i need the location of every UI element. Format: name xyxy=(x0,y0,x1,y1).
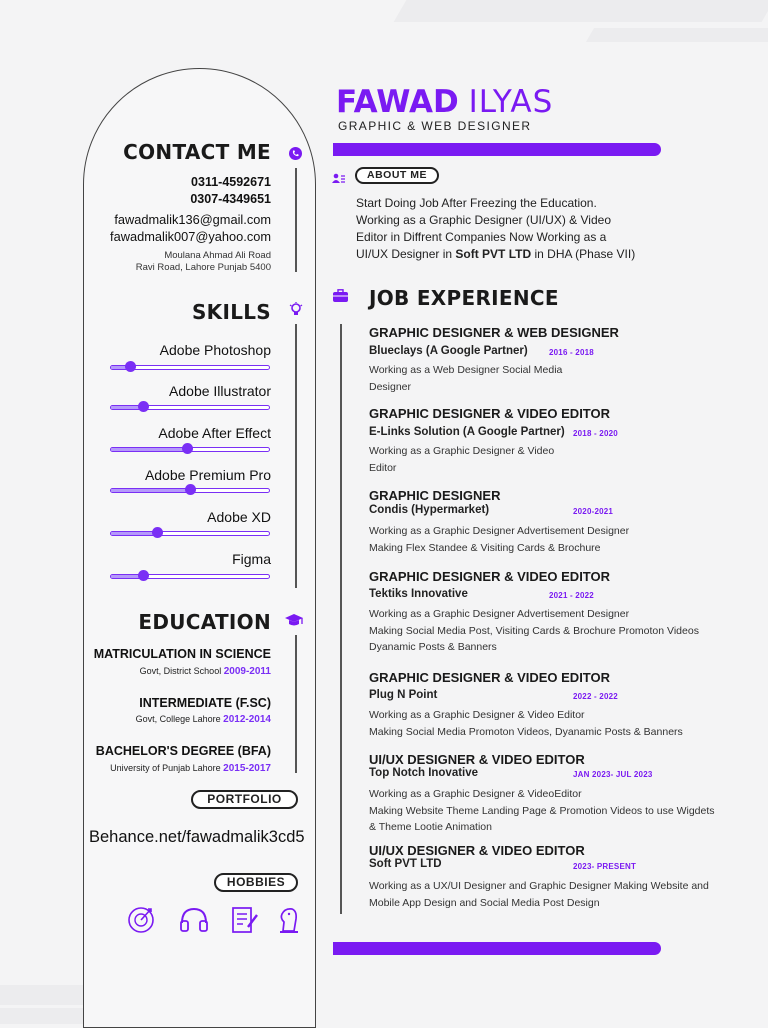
education-years: 2012-2014 xyxy=(223,714,271,725)
skill-bar xyxy=(110,447,270,452)
footer-accent-bar xyxy=(333,942,661,955)
job-date: 2022 - 2022 xyxy=(573,692,618,701)
job-description-line: Working as a Graphic Designer Advertisement Designer xyxy=(369,525,630,537)
portfolio-link[interactable]: Behance.net/fawadmalik3cd5 xyxy=(89,828,305,846)
about-line xyxy=(356,246,635,263)
skills-divider xyxy=(295,324,297,588)
email-2[interactable]: fawadmalik007@yahoo.com xyxy=(110,229,271,244)
job-company: Blueclays (A Google Partner) xyxy=(369,345,528,357)
education-school-name: University of Punjab Lahore xyxy=(110,763,221,773)
skill-bar-knob xyxy=(125,361,136,372)
job-date: 2018 - 2020 xyxy=(573,429,618,438)
education-degree: INTERMEDIATE (F.SC) xyxy=(139,696,271,710)
job-description xyxy=(369,362,562,395)
address-line-1: Moulana Ahmad Ali Road xyxy=(164,250,271,261)
skill-bar-knob xyxy=(182,443,193,454)
chess-knight-icon xyxy=(276,905,302,940)
skill-bar-fill xyxy=(111,489,190,492)
skill-bar-knob xyxy=(152,527,163,538)
job-description xyxy=(369,443,554,476)
education-years: 2015-2017 xyxy=(223,763,271,774)
background-shape-top-2 xyxy=(586,28,768,42)
job-company: Soft PVT LTD xyxy=(369,858,442,870)
job-title: GRAPHIC DESIGNER xyxy=(369,488,501,503)
job-title: GRAPHIC DESIGNER & WEB DESIGNER xyxy=(369,325,619,340)
job-description-line: Mobile App Design and Social Media Post Design xyxy=(369,896,600,909)
target-icon xyxy=(126,904,156,939)
skill-bar xyxy=(110,488,270,493)
job-description-line: Working as a Graphic Designer & Video xyxy=(369,445,555,457)
education-school xyxy=(140,666,271,677)
experience-title: JOB EXPERIENCE xyxy=(369,286,559,310)
experience-divider xyxy=(340,324,342,914)
lightbulb-icon xyxy=(289,302,303,323)
education-years: 2009-2011 xyxy=(223,666,271,677)
writing-icon xyxy=(230,905,260,940)
about-text xyxy=(356,195,635,263)
about-line-4-bold: Soft PVT LTD xyxy=(455,247,532,261)
skill-name: Adobe Premium Pro xyxy=(144,467,271,483)
job-date: 2016 - 2018 xyxy=(549,348,594,357)
job-description-line: Making Website Theme Landing Page & Promotion Videos to use Wigdets xyxy=(369,804,715,817)
job-description-line: Working as a Graphic Designer Advertisement Designer xyxy=(369,608,630,620)
education-school-name: Govt, College Lahore xyxy=(135,714,221,724)
headphones-icon xyxy=(178,905,210,938)
job-description-line: Working as a Graphic Designer & Video Editor xyxy=(369,709,585,721)
skill-bar xyxy=(110,531,270,536)
skill-bar xyxy=(110,574,270,579)
education-title: EDUCATION xyxy=(138,610,271,634)
job-description xyxy=(369,523,629,556)
skill-bar-knob xyxy=(185,484,196,495)
job-description-line: Working as a Web Designer Social Media xyxy=(369,364,563,376)
portfolio-pill: PORTFOLIO xyxy=(191,790,298,809)
job-title: GRAPHIC DESIGNER & VIDEO EDITOR xyxy=(369,406,611,421)
job-company: Condis (Hypermarket) xyxy=(369,504,490,516)
job-company: Plug N Point xyxy=(369,689,438,701)
skill-name: Adobe After Effect xyxy=(158,425,271,441)
job-description-line: Making Social Media Post, Visiting Cards & Brochure Promoton Videos xyxy=(369,624,699,637)
skill-bar-knob xyxy=(138,570,149,581)
education-school xyxy=(110,763,271,774)
graduation-cap-icon xyxy=(284,612,304,633)
skills-title: SKILLS xyxy=(191,300,271,324)
skill-name: Adobe Illustrator xyxy=(169,383,271,399)
job-company: E-Links Solution (A Google Partner) xyxy=(369,426,565,438)
about-line-4-post: in DHA (Phase VII) xyxy=(531,247,636,261)
job-title: UI/UX DESIGNER & VIDEO EDITOR xyxy=(369,843,585,858)
job-date: 2021 - 2022 xyxy=(549,591,594,600)
hobbies-pill: HOBBIES xyxy=(214,873,298,892)
job-description-line: Dyanamic Posts & Banners xyxy=(369,641,497,653)
education-school xyxy=(136,714,271,725)
last-name: ILYAS xyxy=(468,84,554,120)
job-company: Top Notch Inovative xyxy=(369,767,479,779)
job-description-line: Designer xyxy=(369,380,412,393)
skill-name: Figma xyxy=(232,551,271,567)
about-line: Start Doing Job After Freezing the Education. xyxy=(356,196,597,210)
job-description-line: Working as a UX/UI Designer and Graphic Designer Making Website and xyxy=(369,880,709,892)
job-description-line: Making Social Media Promoton Videos, Dyanamic Posts & Banners xyxy=(369,725,683,738)
contact-divider xyxy=(295,168,297,272)
skill-bar xyxy=(110,405,270,410)
job-description xyxy=(369,878,709,911)
job-description-line: & Theme Lootie Animation xyxy=(369,821,492,833)
address-line-2: Ravi Road, Lahore Punjab 5400 xyxy=(135,262,271,273)
job-description-line: Making Flex Standee & Visiting Cards & Brochure xyxy=(369,541,601,554)
job-description xyxy=(369,606,699,656)
about-line: Editor in Diffrent Companies Now Working as a xyxy=(356,230,607,244)
job-date: 2023- PRESENT xyxy=(573,862,637,871)
education-school-name: Govt, District School xyxy=(139,666,222,676)
job-company: Tektiks Innovative xyxy=(369,588,468,600)
name-heading xyxy=(336,84,553,120)
job-date: JAN 2023- JUL 2023 xyxy=(573,770,653,779)
about-line-4-pre: UI/UX Designer in xyxy=(356,247,456,261)
education-degree: MATRICULATION IN SCIENCE xyxy=(93,647,271,661)
job-date: 2020-2021 xyxy=(573,507,614,516)
skill-bar xyxy=(110,365,270,370)
about-pill: ABOUT ME xyxy=(355,167,439,184)
user-icon xyxy=(332,171,345,189)
skill-bar-fill xyxy=(111,532,157,535)
skill-name: Adobe XD xyxy=(207,509,271,525)
header-accent-bar xyxy=(333,143,661,156)
education-divider xyxy=(295,635,297,773)
role-subtitle: GRAPHIC & WEB DESIGNER xyxy=(338,119,532,133)
first-name: FAWAD xyxy=(336,84,459,120)
phone-1: 0311-4592671 xyxy=(191,175,271,189)
job-title: GRAPHIC DESIGNER & VIDEO EDITOR xyxy=(369,569,611,584)
skill-bar-knob xyxy=(138,401,149,412)
education-degree: BACHELOR'S DEGREE (BFA) xyxy=(95,744,271,758)
job-title: GRAPHIC DESIGNER & VIDEO EDITOR xyxy=(369,670,611,685)
background-shape-top xyxy=(394,0,768,22)
briefcase-icon xyxy=(332,289,349,308)
job-description xyxy=(369,707,683,740)
skill-bar-fill xyxy=(111,448,187,451)
job-description-line: Editor xyxy=(369,461,397,474)
contact-title: CONTACT ME xyxy=(123,140,271,164)
email-1[interactable]: fawadmalik136@gmail.com xyxy=(114,212,271,227)
job-title: UI/UX DESIGNER & VIDEO EDITOR xyxy=(369,752,585,767)
phone-2: 0307-4349651 xyxy=(190,192,271,206)
job-description xyxy=(369,786,715,836)
phone-icon xyxy=(289,147,302,160)
skill-name: Adobe Photoshop xyxy=(159,342,271,358)
about-line: Working as a Graphic Designer (UI/UX) & Video xyxy=(356,213,611,227)
job-description-line: Working as a Graphic Designer & VideoEditor xyxy=(369,788,582,800)
